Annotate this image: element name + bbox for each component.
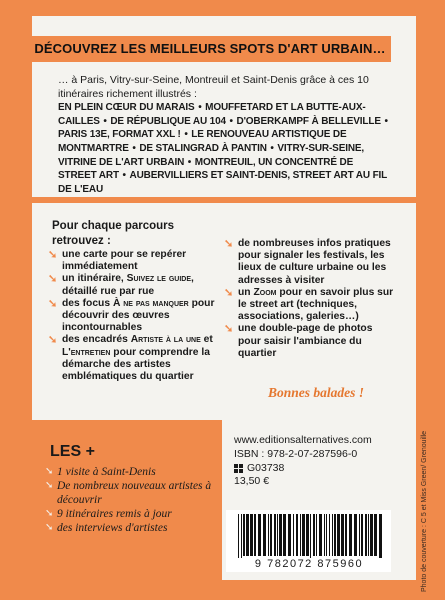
headline-banner: DÉCOUVREZ LES MEILLEURS SPOTS D'ART URBAIN… [29,36,391,62]
feature-text: , détaillé rue par rue [62,273,194,297]
route-separator: • [181,129,191,141]
section-divider [32,197,416,203]
barcode-bar [337,514,340,556]
feature-item [224,287,394,324]
feature-highlight: Artiste à la une [130,334,201,346]
barcode-bar [324,514,325,556]
feature-item [48,334,218,383]
route-separator: • [185,156,194,168]
barcode-bar [374,514,377,556]
barcode-bar [359,514,360,556]
barcode-bar [313,514,315,556]
feature-text: des encadrés [62,334,131,346]
les-plus-item [45,465,217,479]
feature-text: pour en savoir plus sur le street art (techniques, associations, galeries…) [238,286,394,323]
route-item: EN PLEIN CŒUR DU MARAIS [58,102,195,114]
barcode-bar [326,514,327,556]
les-plus-text: De nombreux nouveaux artistes à découvrir [57,480,212,506]
code-line [234,462,414,476]
barcode-bar [270,514,272,556]
route-separator: • [267,142,277,154]
barcode-bar [243,514,245,556]
route-item: VITRY-SUR-SEINE, VITRINE DE L'ART URBAIN [58,142,365,168]
feature-text: pour comprendre la démarche des artistes emblématiques du quartier [62,346,210,383]
feature-text: des focus [62,297,113,309]
barcode-bar [258,514,261,556]
barcode-bar [332,514,333,556]
barcode-bar [361,514,363,556]
feature-text: un itinéraire, [62,273,127,285]
barcode-bar [334,514,336,556]
triangle-arrow-icon: ➘ [45,480,54,491]
parcours-title: Pour chaque parcours retrouvez : [52,220,175,247]
routes-list [58,101,388,196]
barcode-bar [379,514,382,558]
barcode-bar [345,514,347,556]
barcode-bar [250,514,253,556]
barcode-bar [329,514,330,556]
barcode-bar [268,514,269,556]
features-left-column [48,249,218,383]
les-plus-item [45,521,217,535]
feature-highlight: Zoom [253,286,277,298]
feature-text: de nombreuses infos pratiques pour signaler les festivals, les lieux de culture urbaine ou les adresses à visiter [238,238,391,286]
feature-text: une double-page de photos pour saisir l'ambiance du quartier [238,323,373,359]
triangle-arrow-icon: ➘ [45,522,54,533]
barcode-bar [246,514,249,556]
barcode-bar [277,514,278,556]
publisher-info [234,434,414,489]
blocks-icon [234,464,243,473]
barcode-bar [300,514,301,556]
feature-item [48,298,218,335]
feature-item [224,238,394,287]
barcode-bar [316,514,317,556]
les-plus-item [45,479,217,507]
route-item: DE RÉPUBLIQUE AU 104 [110,115,226,127]
publisher-website: www.editionsalternatives.com [234,434,372,446]
feature-highlight: À ne pas manquer [112,297,189,309]
barcode-bar [296,514,298,556]
barcode-bar [302,514,305,556]
barcode-bar [254,514,256,556]
bonnes-balades: Bonnes balades ! [268,385,365,400]
route-separator: • [100,115,110,127]
feature-highlight: L'entretien [62,346,111,358]
route-item: AUBERVILLIERS ET SAINT-DENIS, STREET ART AU FIL DE L'EAU [58,170,387,195]
route-item: MOUFFETARD ET LA BUTTE-AUX-CAILLES [58,102,366,127]
barcode-bar [288,514,291,556]
route-item: D'OBERKAMPF À BELLEVILLE [236,115,381,127]
les-plus-text: 9 itinéraires remis à jour [57,508,172,520]
feature-text: un [238,286,254,298]
route-item: MONTREUIL, UN CONCENTRÉ DE STREET ART [58,156,354,182]
feature-text: une carte pour se repérer immédiatement [62,249,187,273]
product-code: G03738 [247,461,285,474]
barcode-bar [306,514,309,556]
barcode-bar [365,514,367,556]
triangle-arrow-icon: ➘ [224,238,234,250]
barcode-bar [368,514,369,556]
les-plus-title: LES + [50,443,95,460]
barcode-bar [341,514,344,556]
features-right-column [224,238,394,360]
barcode-bars [230,512,387,558]
barcode-bar [279,514,282,556]
barcode [226,510,391,572]
barcode-bar [310,514,311,558]
route-separator: • [381,115,388,127]
barcode-bar [283,514,286,556]
photo-credit: Photo de couverture : C 5 et Miss Green/ Grenouille [421,430,428,592]
barcode-bar [354,514,357,556]
barcode-bar [238,514,239,558]
intro-block [58,74,388,196]
barcode-bar [370,514,373,556]
route-item: LE RENOUVEAU ARTISTIQUE DE MONTMARTRE [58,129,347,154]
triangle-arrow-icon: ➘ [45,466,54,477]
feature-highlight: Suivez le guide [126,273,191,285]
route-item: PARIS 13E, FORMAT XXL ! [58,129,181,141]
barcode-bar [274,514,276,556]
route-separator: • [226,115,236,127]
les-plus-text: 1 visite à Saint-Denis [57,466,156,478]
isbn-line: ISBN : 978-2-07-287596-0 [234,447,358,460]
feature-item [224,323,394,360]
feature-text: pour découvrir des œuvres incontournables [62,297,215,334]
triangle-arrow-icon: ➘ [48,334,58,347]
les-plus-list [45,465,217,535]
route-separator: • [129,142,139,154]
les-plus-item [45,507,217,521]
route-separator: • [195,102,205,114]
triangle-arrow-icon: ➘ [48,297,58,310]
barcode-bar [241,514,242,558]
triangle-arrow-icon: ➘ [224,323,234,336]
feature-item [48,273,218,297]
barcode-number: 9 782072 875960 [254,558,364,570]
barcode-bar [319,514,322,556]
feature-item [48,249,218,273]
barcode-bar [349,514,352,556]
les-plus-text: des interviews d'artistes [57,522,168,534]
feature-text: et [200,334,213,346]
intro-lead: … à Paris, Vitry-sur-Seine, Montreuil et Saint-Denis grâce à ces 10 itinéraires richement illustrés : [58,74,369,100]
route-item: DE STALINGRAD À PANTIN [139,142,267,154]
route-separator: • [119,170,129,182]
triangle-arrow-icon: ➘ [48,273,58,286]
triangle-arrow-icon: ➘ [48,249,58,261]
price: 13,50 € [234,475,270,488]
barcode-bar [263,514,266,556]
barcode-bar [293,514,294,556]
triangle-arrow-icon: ➘ [224,286,234,299]
triangle-arrow-icon: ➘ [45,508,54,519]
